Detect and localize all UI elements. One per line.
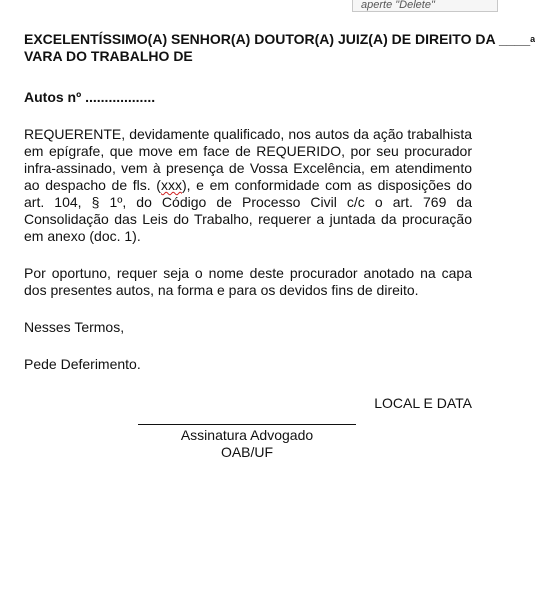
heading-line-1: [24, 31, 530, 48]
signature-block: [138, 424, 356, 461]
place-and-date: LOCAL E DATA: [374, 395, 472, 411]
petition-heading: [24, 31, 535, 48]
heading-line-2-text: VARA DO TRABALHO DE: [24, 48, 193, 64]
signature-line: [138, 424, 356, 425]
signature-oab: OAB/UF: [220, 444, 274, 460]
closing-terms: Nesses Termos,: [24, 319, 125, 335]
paragraph-request: [24, 126, 472, 245]
delete-hint-tooltip: [352, 0, 498, 12]
paragraph-request-part2: ), e em conformidade com as disposições do art. 104, § 1º, do Código de Processo Civil c/c o art. 769 da Consolidação das Leis do Trabalho, requerer a juntada da procuração em anexo (doc. 1).: [24, 177, 472, 244]
spellcheck-word: xxx: [160, 177, 182, 193]
heading-line-2: [24, 48, 472, 65]
delete-hint-text: aperte "Delete": [361, 0, 435, 11]
document-page: [24, 31, 535, 412]
paragraph-annotation: Por oportuno, requer seja o nome deste procurador anotado na capa dos presentes autos, na forma e para os devidos fins de direito.: [24, 265, 472, 298]
heading-line-1-text: EXCELENTÍSSIMO(A) SENHOR(A) DOUTOR(A) JUIZ(A) DE DIREITO DA ____: [24, 31, 531, 47]
closing-deferimento: Pede Deferimento.: [24, 356, 141, 372]
signature-name: Assinatura Advogado: [180, 427, 314, 443]
paragraph-request-part1: REQUERENTE, devidamente qualificado, nos autos da ação trabalhista em epígrafe, que move em face de REQUERIDO, por seu procurador infra-assinado, vem à presença de Vossa Excelência, em atendimento ao despacho de fls. (: [24, 126, 472, 193]
case-number: Autos nº ..................: [24, 89, 156, 105]
heading-ordinal: a: [530, 34, 535, 44]
